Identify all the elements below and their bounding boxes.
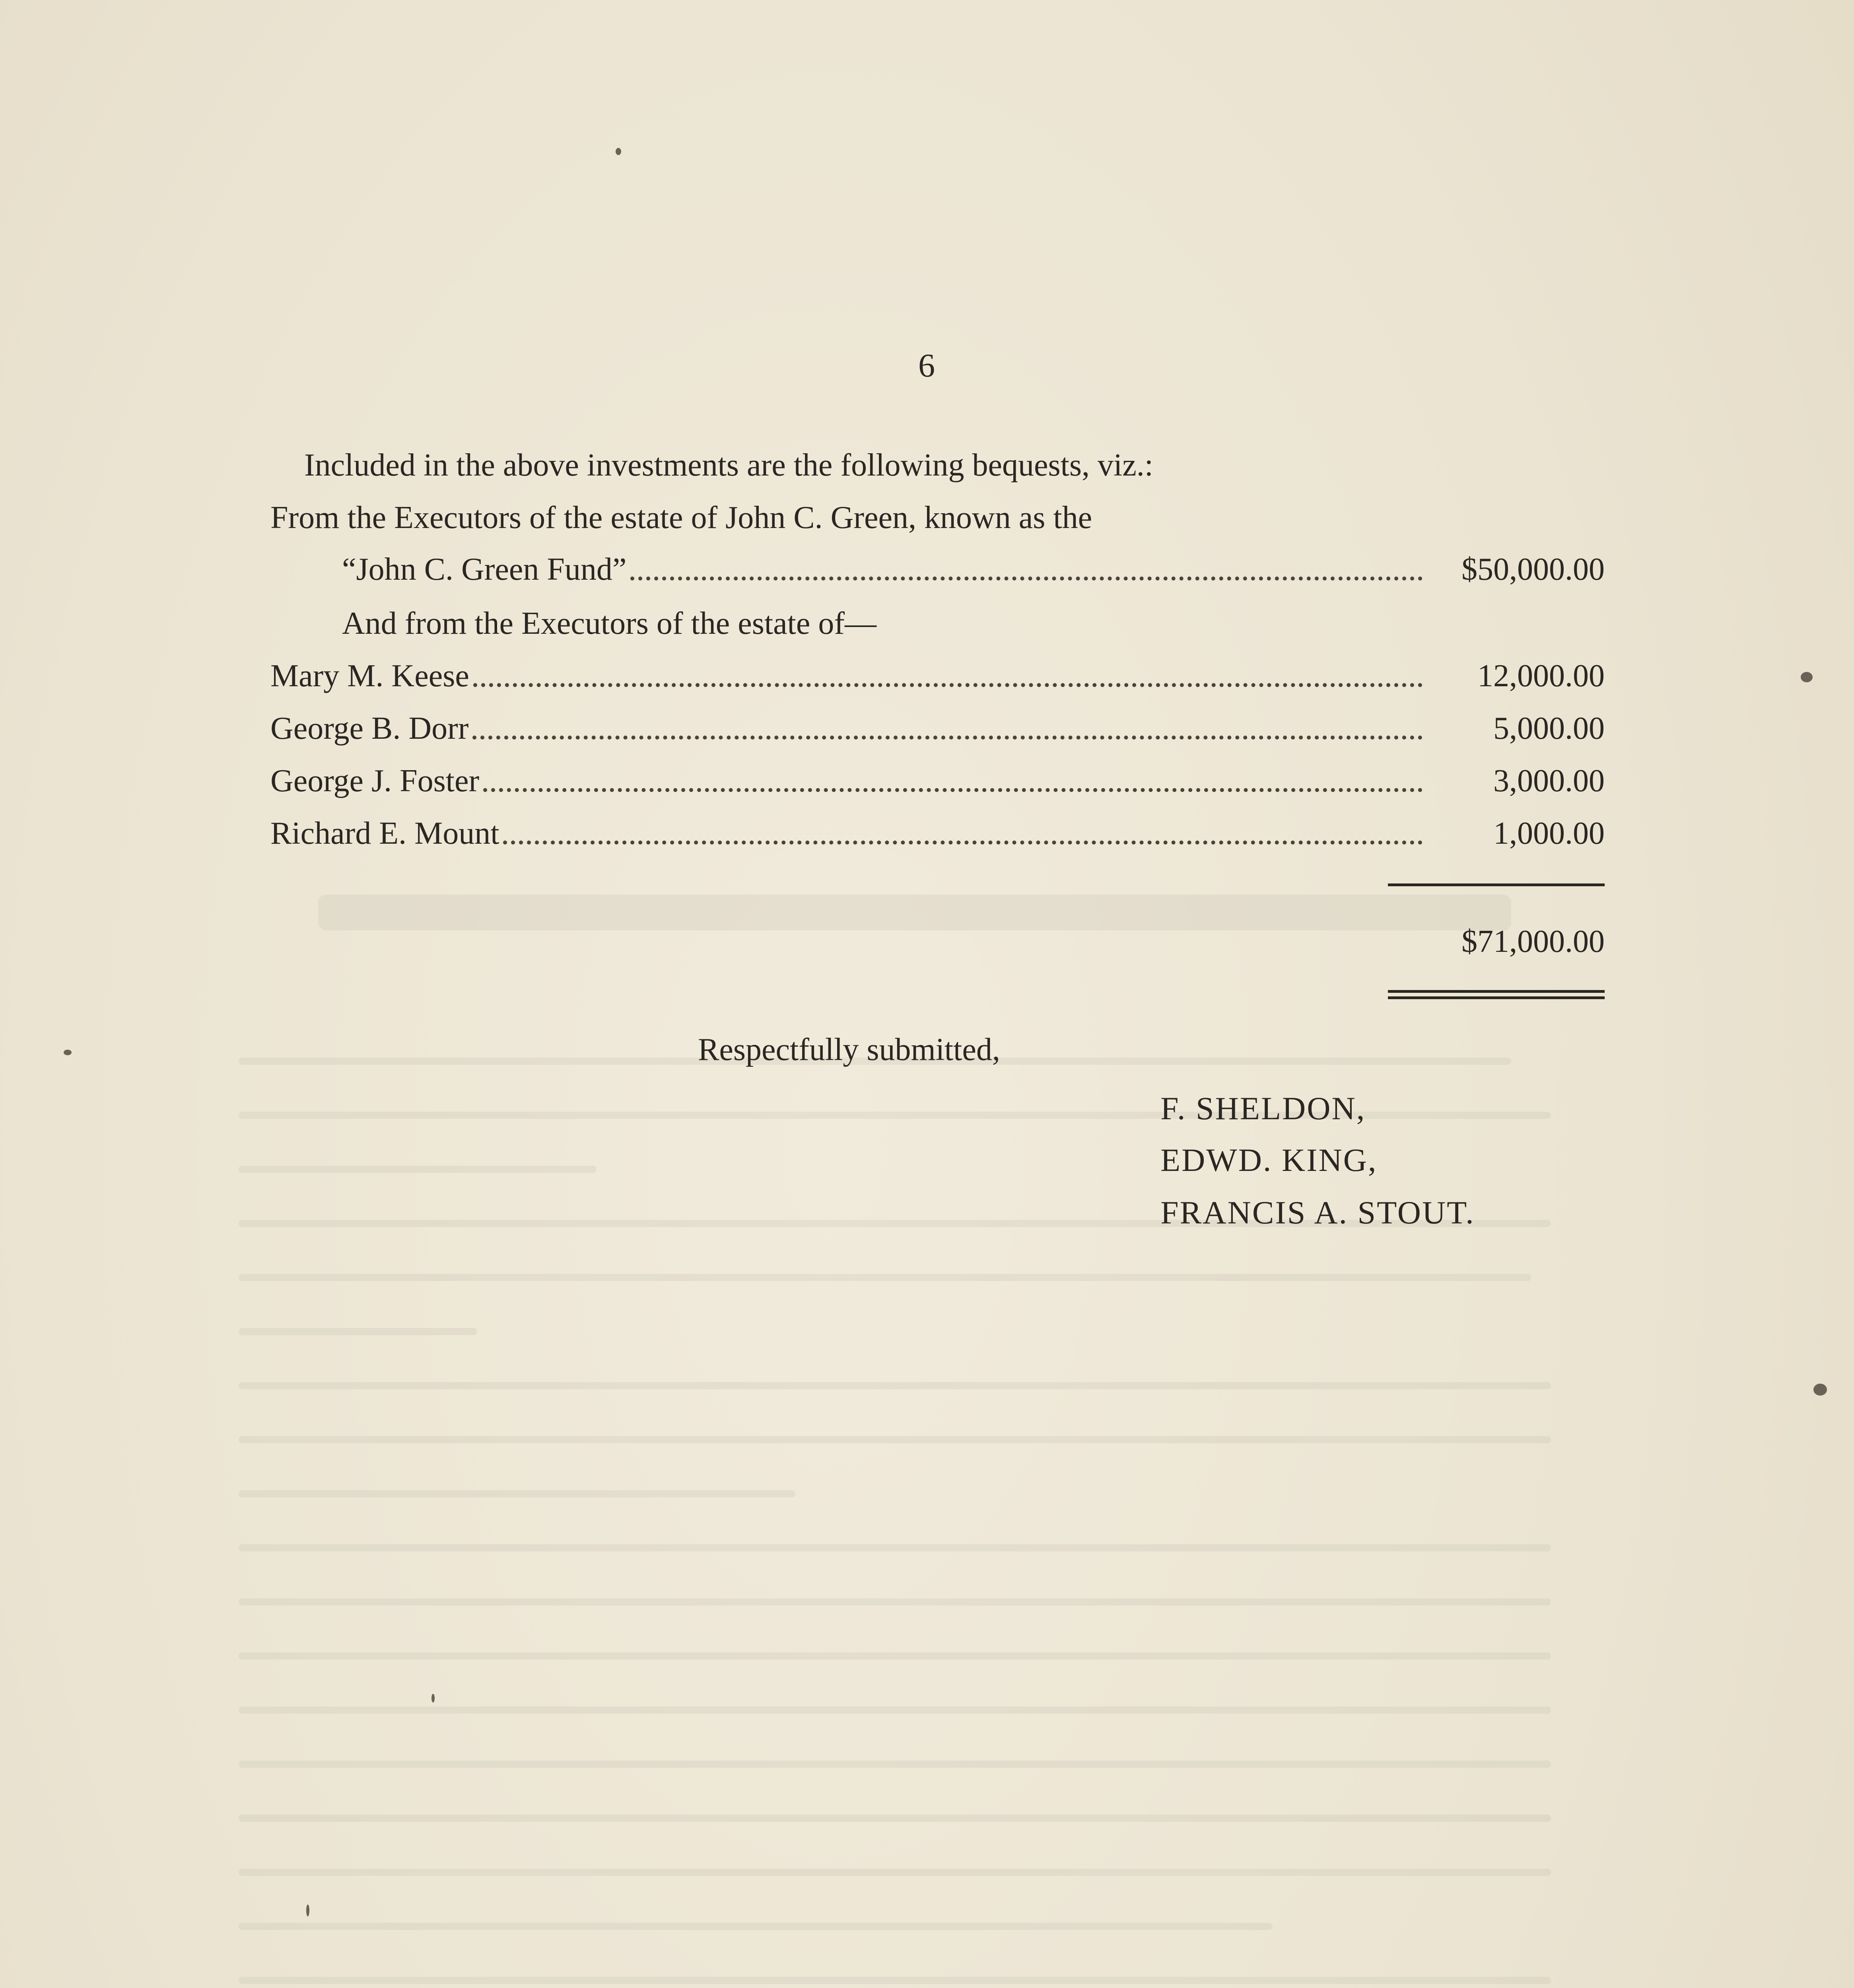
paper-speck	[306, 1905, 309, 1916]
dot-leader	[483, 772, 1423, 792]
signatory-name: FRANCIS A. STOUT.	[1160, 1194, 1475, 1231]
dot-leader	[473, 667, 1423, 687]
ledger-row-amount: 1,000.00	[1493, 816, 1605, 851]
total-double-rule	[1388, 996, 1605, 999]
ledger-row-amount: 12,000.00	[1477, 658, 1605, 693]
dot-leader	[503, 825, 1423, 845]
ledger-row-label: “John C. Green Fund”	[342, 552, 627, 587]
dot-leader	[630, 561, 1423, 580]
ledger-row-amount: 3,000.00	[1493, 763, 1605, 798]
dot-leader	[472, 720, 1423, 740]
signatory-name: F. SHELDON,	[1160, 1090, 1366, 1126]
intro-text: Included in the above investments are the following bequests, viz.:	[304, 448, 1153, 483]
ledger-row	[270, 813, 1605, 853]
paper-speck	[431, 1694, 435, 1703]
ledger-row	[270, 761, 1605, 801]
ledger-row-amount: $50,000.00	[1461, 552, 1605, 587]
from-executors-text: From the Executors of the estate of John C. Green, known as the	[270, 500, 1092, 535]
ledger-row-green-fund	[342, 549, 1605, 589]
ledger-row-label: George B. Dorr	[270, 711, 469, 746]
paper-speck	[1813, 1384, 1827, 1396]
paper-speck	[616, 148, 621, 155]
and-from-executors-text: And from the Executors of the estate of—	[342, 606, 877, 641]
ledger-row	[270, 709, 1605, 748]
ledger-row-label: George J. Foster	[270, 763, 480, 798]
total-double-rule	[1388, 990, 1605, 993]
ledger-row-label: Richard E. Mount	[270, 816, 499, 851]
ledger-row-amount: 5,000.00	[1493, 711, 1605, 746]
paper-speck	[64, 1050, 72, 1055]
ledger-total: $71,000.00	[1461, 924, 1605, 959]
sum-rule	[1388, 883, 1605, 886]
paper-speck	[1801, 672, 1813, 682]
ledger-row	[270, 656, 1605, 696]
page-number: 6	[918, 347, 935, 384]
closing-text: Respectfully submitted,	[698, 1032, 1000, 1067]
ledger-row-label: Mary M. Keese	[270, 658, 469, 693]
signatory-name: EDWD. KING,	[1160, 1142, 1378, 1178]
